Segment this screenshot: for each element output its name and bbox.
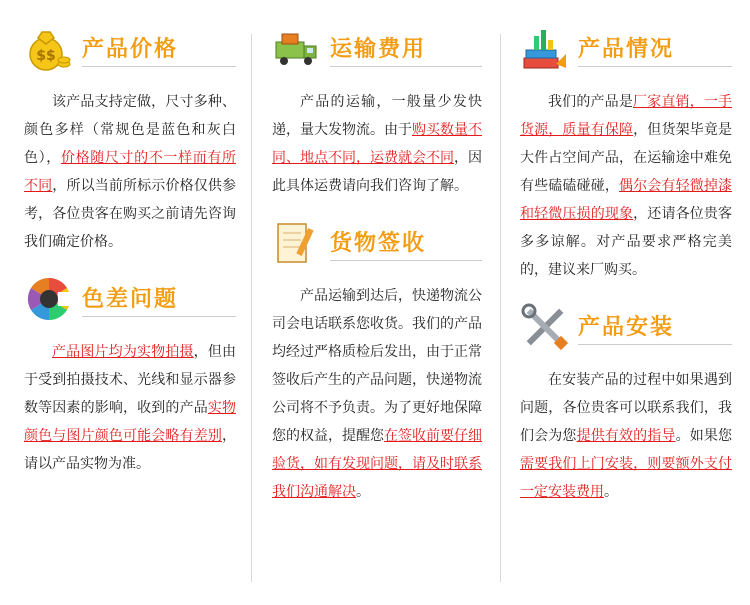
money-bag-icon [24,24,74,74]
install-text-3: 。 [604,484,618,500]
tools-icon [520,302,570,352]
install-text-2: 。如果您 [675,428,733,444]
price-title: 产品价格 [82,37,179,62]
shipping-section-header [272,24,482,76]
install-title-rule [578,344,732,345]
svg-text:$$: $$ [36,48,56,64]
shipping-title: 运输费用 [330,37,427,62]
situation-text-3: ，还请各位贵客多多谅解。对产品要求严格完美的，建议来厂购买。 [520,206,733,278]
shipping-text-1: 产品的运输，一般量少发快递，量大发物流。由于 [272,94,482,138]
receipt-title: 货物签收 [330,231,427,256]
notebook-pen-icon [272,218,322,268]
price-highlight: 价格随尺寸的不一样而有所不同 [24,150,237,194]
situation-title-rule [578,66,732,67]
situation-title: 产品情况 [578,37,675,62]
situation-text [520,88,732,284]
price-text-2: ，所以当前所标示价格仅供参考，各位贵客在购买之前请先咨询我们确定价格。 [24,178,237,250]
receipt-text-2: 。 [356,484,370,500]
column-left [24,24,236,478]
price-title-rule [82,66,236,67]
price-text [24,88,236,256]
color-section-header [24,274,236,326]
column-right [520,24,732,506]
books-chart-icon [520,24,570,74]
receipt-highlight: 在签收前要仔细验货，如有发现问题，请及时联系我们沟通解决 [272,428,482,500]
color-text [24,338,236,478]
receipt-section-header [272,218,482,270]
situation-highlight-2: 偶尔会有轻微掉漆和轻微压损的现象 [520,178,732,222]
install-text-1: 在安装产品的过程中如果遇到问题，各位贵客可以联系我们，我们会为您 [520,372,732,444]
shipping-highlight: 购买数量不同、地点不同，运费就会不同 [272,122,482,166]
install-title: 产品安装 [578,315,675,340]
situation-text-2: ，但货架毕竟是大件占空间产品，在运输途中难免有些磕磕碰碰， [520,122,733,194]
install-highlight-1: 提供有效的指导 [576,428,676,444]
color-text-1: ，但由于受到拍摄技术、光线和显示器参数等因素的影响，收到的产品 [24,344,237,416]
column-middle [272,24,482,506]
situation-text-1: 我们的产品是 [548,94,633,110]
install-highlight-2: 需要我们上门安装，则要额外支付一定安装费用 [520,456,732,500]
receipt-text [272,282,482,506]
column-divider-2 [500,34,501,582]
install-section-header [520,302,732,354]
price-section-header [24,24,236,76]
shipping-title-rule [330,66,482,67]
situation-section-header [520,24,732,76]
install-text [520,366,732,506]
shipping-text-2: ，因此具体运费请向我们咨询了解。 [272,150,482,194]
color-highlight-2: 实物颜色与图片颜色可能会略有差别 [24,400,237,444]
situation-highlight-1: 厂家直销，一手货源，质量有保障 [520,94,732,138]
shipping-text [272,88,482,200]
color-wheel-icon [24,274,74,324]
receipt-text-1: 产品运输到达后，快递物流公司会电话联系您收货。我们的产品均经过严格质检后发出，由于正常签收后产生的产品问题，快递物流公司将不予负责。为了更好地保障您的权益，提醒您 [272,288,482,444]
color-text-2: ，请以产品实物为准。 [24,428,236,472]
color-highlight-1: 产品图片均为实物拍摄 [52,344,194,360]
color-title-rule [82,316,236,317]
receipt-title-rule [330,260,482,261]
price-text-1: 该产品支持定做，尺寸多种、颜色多样（常规色是蓝色和灰白色）， [24,94,236,166]
color-title: 色差问题 [82,287,179,312]
truck-icon [272,24,322,74]
column-divider-1 [251,34,252,582]
